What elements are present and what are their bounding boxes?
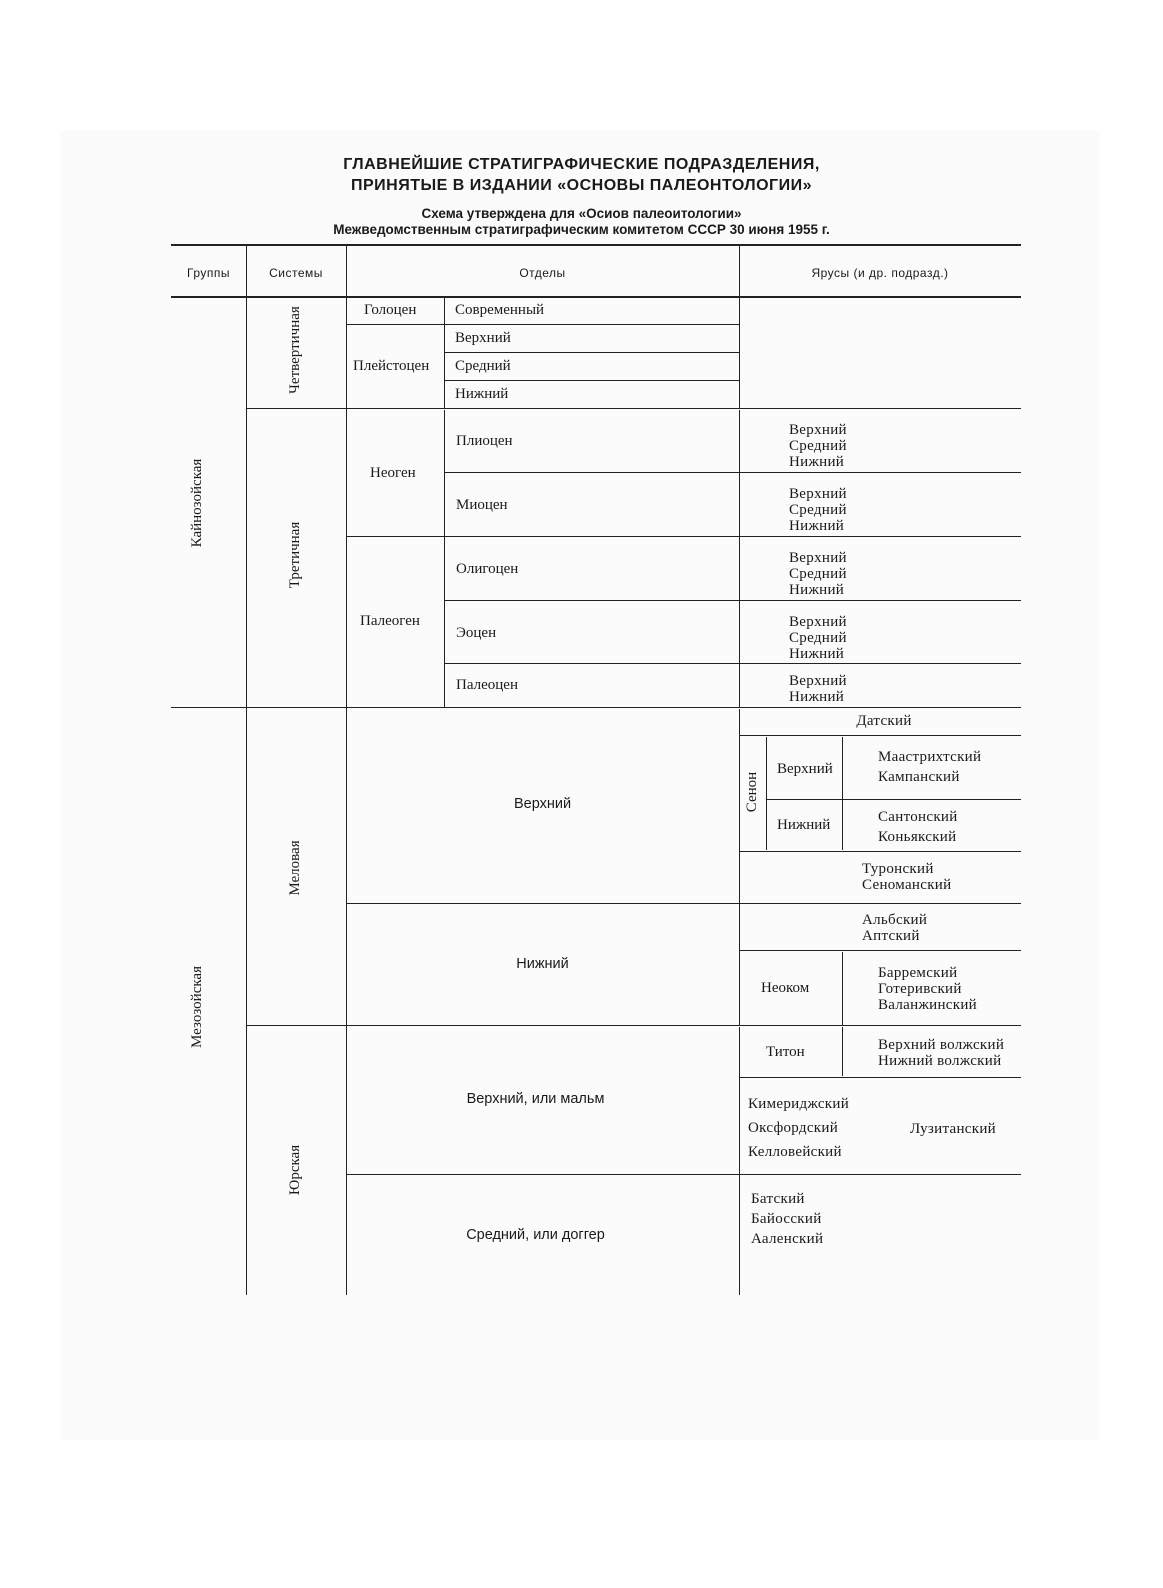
neocomian-label: Неоком xyxy=(761,980,810,996)
row-divider xyxy=(739,950,1021,951)
miocene-stage-2: Средний xyxy=(789,502,847,518)
senon-lower-stage-2: Коньякский xyxy=(878,829,957,845)
oligocene-stage-1: Верхний xyxy=(789,550,847,566)
oxfordian-stage: Оксфордский xyxy=(748,1120,839,1136)
pliocene-stage-3: Нижний xyxy=(789,454,845,470)
quaternary-modern: Современный xyxy=(455,302,545,318)
pleistocene-label: Плейстоцен xyxy=(353,358,430,374)
row-divider xyxy=(444,324,739,325)
header-stages: Ярусы (и др. подразд.) xyxy=(811,266,949,280)
aptian-stage: Аптский xyxy=(862,928,920,944)
header-groups: Группы xyxy=(187,266,230,280)
row-divider xyxy=(444,600,1021,601)
neocomian-stage-1: Барремский xyxy=(878,965,958,981)
row-divider xyxy=(739,735,1021,736)
subtitle-line-2: Межведомственным стратиграфическим комитетом СССР 30 июня 1955 г. xyxy=(333,222,830,237)
row-divider xyxy=(444,472,1021,473)
oligocene-label: Олигоцен xyxy=(456,561,519,577)
system-jurassic: Юрская xyxy=(287,1144,303,1196)
paleocene-stage-1: Верхний xyxy=(789,673,847,689)
paleocene-stage-2: Нижний xyxy=(789,689,845,705)
pliocene-stage-1: Верхний xyxy=(789,422,847,438)
jurassic-upper-middle-rule xyxy=(346,1174,1021,1175)
miocene-stage-3: Нижний xyxy=(789,518,845,534)
page-background xyxy=(60,130,1100,1440)
eocene-stage-3: Нижний xyxy=(789,646,845,662)
oligocene-stage-2: Средний xyxy=(789,566,847,582)
eocene-stage-1: Верхний xyxy=(789,614,847,630)
cenomanian-stage: Сеноманский xyxy=(862,877,952,893)
cretaceous-lower-label: Нижний xyxy=(516,956,569,972)
row-divider xyxy=(766,799,1021,800)
neocomian-stage-2: Готеривский xyxy=(878,981,962,997)
page-title-line-1: ГЛАВНЕЙШИЕ СТРАТИГРАФИЧЕСКИЕ ПОДРАЗДЕЛЕНИЯ, xyxy=(343,156,820,173)
holocene-divider xyxy=(346,324,444,325)
quaternary-subdivision-rule xyxy=(444,298,445,408)
neogene-label: Неоген xyxy=(370,465,416,481)
stages-column-left-rule xyxy=(739,709,740,1025)
quaternary-lower: Нижний xyxy=(455,386,509,402)
table-top-rule xyxy=(171,244,1021,246)
system-boundary-rule xyxy=(246,1025,1021,1026)
lusitanian-label: Лузитанский xyxy=(910,1121,996,1137)
system-tertiary: Третичная xyxy=(287,521,303,589)
tithonian-divider xyxy=(842,1027,843,1076)
quaternary-middle: Средний xyxy=(455,358,511,374)
row-divider xyxy=(444,380,739,381)
systems-column-left-rule xyxy=(246,298,247,1295)
senon-lower-label: Нижний xyxy=(777,817,831,833)
system-quaternary: Четвертичная xyxy=(287,306,303,394)
stages-column-left-rule xyxy=(739,298,740,408)
row-divider xyxy=(444,352,739,353)
kimmeridgian-stage: Кимериджский xyxy=(748,1096,850,1112)
danian-stage: Датский xyxy=(856,713,912,729)
turonian-stage: Туронский xyxy=(862,861,934,877)
header-bottom-rule xyxy=(171,296,1021,298)
callovian-stage: Келловейский xyxy=(748,1144,842,1160)
senon-divider xyxy=(766,737,767,850)
era-boundary-rule xyxy=(171,707,1021,708)
jurassic-upper-label: Верхний, или мальм xyxy=(466,1091,605,1107)
senon-upper-stage-1: Маастрихтский xyxy=(878,749,982,765)
paleocene-label: Палеоцен xyxy=(456,677,518,693)
neogene-paleogene-rule xyxy=(346,536,1021,537)
senon-lower-stage-1: Сантонский xyxy=(878,809,958,825)
subtitle-line-1: Схема утверждена для «Осиов палеоитологии» xyxy=(421,206,742,221)
eocene-stage-2: Средний xyxy=(789,630,847,646)
albian-stage: Альбский xyxy=(862,912,928,928)
tithonian-stage-2: Нижний волжский xyxy=(878,1053,1002,1069)
senon-upper-label: Верхний xyxy=(777,761,833,777)
miocene-stage-1: Верхний xyxy=(789,486,847,502)
oligocene-stage-3: Нижний xyxy=(789,582,845,598)
system-cretaceous: Меловая xyxy=(287,840,303,896)
holocene-label: Голоцен xyxy=(364,302,417,318)
jurassic-middle-label: Средний, или доггер xyxy=(466,1227,605,1243)
senon-label: Сенон xyxy=(744,771,760,813)
quaternary-upper: Верхний xyxy=(455,330,511,346)
neocomian-stage-3: Валанжинский xyxy=(878,997,977,1013)
stages-column-left-rule xyxy=(739,1027,740,1295)
page-title-line-2: ПРИНЯТЫЕ В ИЗДАНИИ «ОСНОВЫ ПАЛЕОНТОЛОГИИ» xyxy=(350,177,813,194)
pliocene-stage-2: Средний xyxy=(789,438,847,454)
header-divisions: Отделы xyxy=(519,266,566,280)
paleogene-label: Палеоген xyxy=(360,613,420,629)
senon-stage-divider xyxy=(842,737,843,850)
system-boundary-rule xyxy=(246,408,1021,409)
group-cenozoic: Кайнозойская xyxy=(189,458,205,548)
cretaceous-upper-lower-rule xyxy=(346,903,1021,904)
bathonian-stage: Батский xyxy=(751,1191,805,1207)
row-divider xyxy=(739,1077,1021,1078)
stages-column-left-rule xyxy=(739,410,740,707)
row-divider xyxy=(444,663,1021,664)
group-mesozoic: Мезозойская xyxy=(189,966,205,1048)
row-divider xyxy=(739,851,1021,852)
eocene-label: Эоцен xyxy=(456,625,497,641)
bajocian-stage: Байосский xyxy=(751,1211,822,1227)
header-divider xyxy=(739,246,740,296)
neocomian-divider xyxy=(842,952,843,1025)
header-divider xyxy=(346,246,347,296)
miocene-label: Миоцен xyxy=(456,497,508,513)
tithonian-stage-1: Верхний волжский xyxy=(878,1037,1005,1053)
header-systems: Системы xyxy=(269,266,323,280)
tithonian-label: Титон xyxy=(766,1044,805,1060)
aalenian-stage: Ааленский xyxy=(751,1231,824,1247)
header-divider xyxy=(246,246,247,296)
senon-upper-stage-2: Кампанский xyxy=(878,769,960,785)
pliocene-label: Плиоцен xyxy=(456,433,513,449)
cretaceous-upper-label: Верхний xyxy=(513,796,572,812)
